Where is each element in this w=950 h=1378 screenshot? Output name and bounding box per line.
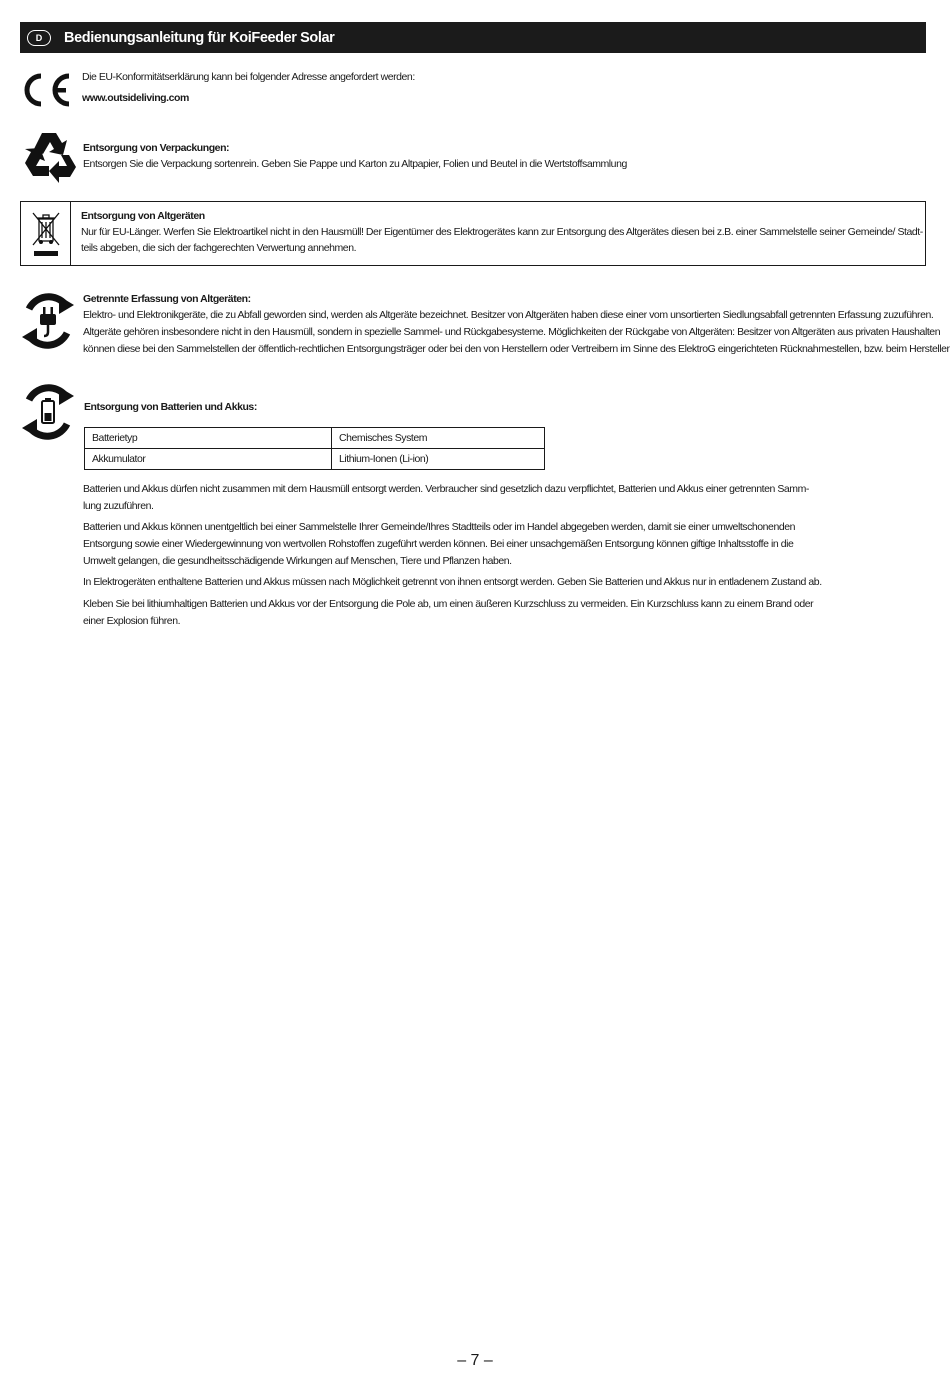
batteries-paragraph-4-line-1: Kleben Sie bei lithiumhaltigen Batterien und Akkus vor der Entsorgung die Pole ab, um einen äußeren Kurzschluss zu vermeiden. Ein Kurzschluss kann zu einem Brand oder [83, 598, 814, 610]
batteries-paragraph-2-line-2: Entsorgung sowie einer Wiedergewinnung von wertvollen Rohstoffen zugeführt werden können. Bei einer unsachgemäßen Entsorgung können giftige Inhaltsstoffe in die [83, 538, 794, 550]
batteries-paragraph-1-line-2: lung zuzuführen. [83, 500, 154, 512]
batteries-paragraph-2-line-1: Batterien und Akkus können unentgeltlich bei einer Sammelstelle Ihrer Gemeinde/Ihres Stadtteils oder im Handel abgegeben werden, damit sie einer umweltschonenden [83, 521, 796, 533]
ce-text: Die EU-Konformitätserklärung kann bei folgender Adresse angefordert werden: [82, 71, 415, 83]
batteries-paragraph-4-line-2: einer Explosion führen. [83, 615, 181, 627]
table-cell: Lithium-Ionen (Li-ion) [332, 449, 545, 470]
old-devices-text-line-1: Nur für EU-Länger. Werfen Sie Elektroartikel nicht in den Hausmüll! Der Eigentümer des Elektrogerätes kann zur Entsorgung des Altgerätes diesen bei z.B. einer Sammelstelle seiner Gemeinde/ Stadt- [81, 226, 923, 238]
table-row [85, 428, 545, 449]
table-row [85, 449, 545, 470]
packaging-text: Entsorgen Sie die Verpackung sortenrein. Geben Sie Pappe und Karton zu Altpapier, Folien und Beutel in die Wertstoffsammlung [83, 158, 627, 170]
recycle-icon [21, 129, 77, 185]
battery-recycle-icon [19, 384, 77, 440]
separate-collection-line-3: können diese bei den Sammelstellen der öffentlich-rechtlichen Entsorgungsträger oder bei den von Herstellern oder Vertreibern im Sinne des ElektroG eingerichteten Rücknahmestellen, bzw. beim Hersteller [83, 343, 950, 355]
batteries-paragraph-1-line-1: Batterien und Akkus dürfen nicht zusammen mit dem Hausmüll entsorgt werden. Verbraucher sind gesetzlich dazu verpflichtet, Batterien und Akkus einer getrennten Samm- [83, 483, 809, 495]
crossed-bin-icon [31, 210, 61, 258]
separate-collection-line-1: Elektro- und Elektronikgeräte, die zu Abfall geworden sind, werden als Altgeräte bezeichnet. Besitzer von Altgeräten haben diese einer vom unsortierten Siedlungsabfall getrennten Erfassung zuzuführen. [83, 309, 934, 321]
separate-collection-line-2: Altgeräte gehören insbesondere nicht in den Hausmüll, sondern in spezielle Sammel- und Rückgabesysteme. Möglichkeiten der Rückgabe von Altgeräten: Besitzer von Altgeräten aus privaten Haushalten [83, 326, 941, 338]
page-number: – 7 – [457, 1352, 493, 1369]
language-badge: D [27, 30, 51, 46]
table-cell: Chemisches System [332, 428, 545, 449]
separate-collection-title: Getrennte Erfassung von Altgeräten: [83, 293, 251, 305]
old-devices-text-line-2: teils abgeben, die sich der fachgerechten Verwertung annehmen. [81, 242, 357, 254]
page-header [20, 22, 926, 53]
table-cell: Akkumulator [85, 449, 332, 470]
page-title: Bedienungsanleitung für KoiFeeder Solar [64, 29, 335, 46]
ce-mark-icon [20, 72, 72, 108]
plug-recycle-icon [19, 292, 77, 350]
weee-icon-cell [21, 202, 71, 265]
packaging-title: Entsorgung von Verpackungen: [83, 142, 230, 154]
ce-url-link[interactable]: www.outsideliving.com [82, 92, 189, 104]
old-devices-title: Entsorgung von Altgeräten [81, 210, 205, 222]
batteries-paragraph-3: In Elektrogeräten enthaltene Batterien und Akkus müssen nach Möglichkeit getrennt von ihnen entsorgt werden. Geben Sie Batterien und Akkus nur in entladenem Zustand ab. [83, 576, 822, 588]
table-cell: Batterietyp [85, 428, 332, 449]
batteries-paragraph-2-line-3: Umwelt gelangen, die gesundheitsschädigende Wirkungen auf Menschen, Tiere und Pflanzen haben. [83, 555, 512, 567]
old-devices-box [20, 201, 926, 266]
batteries-title: Entsorgung von Batterien und Akkus: [84, 401, 257, 413]
battery-table [84, 427, 545, 470]
